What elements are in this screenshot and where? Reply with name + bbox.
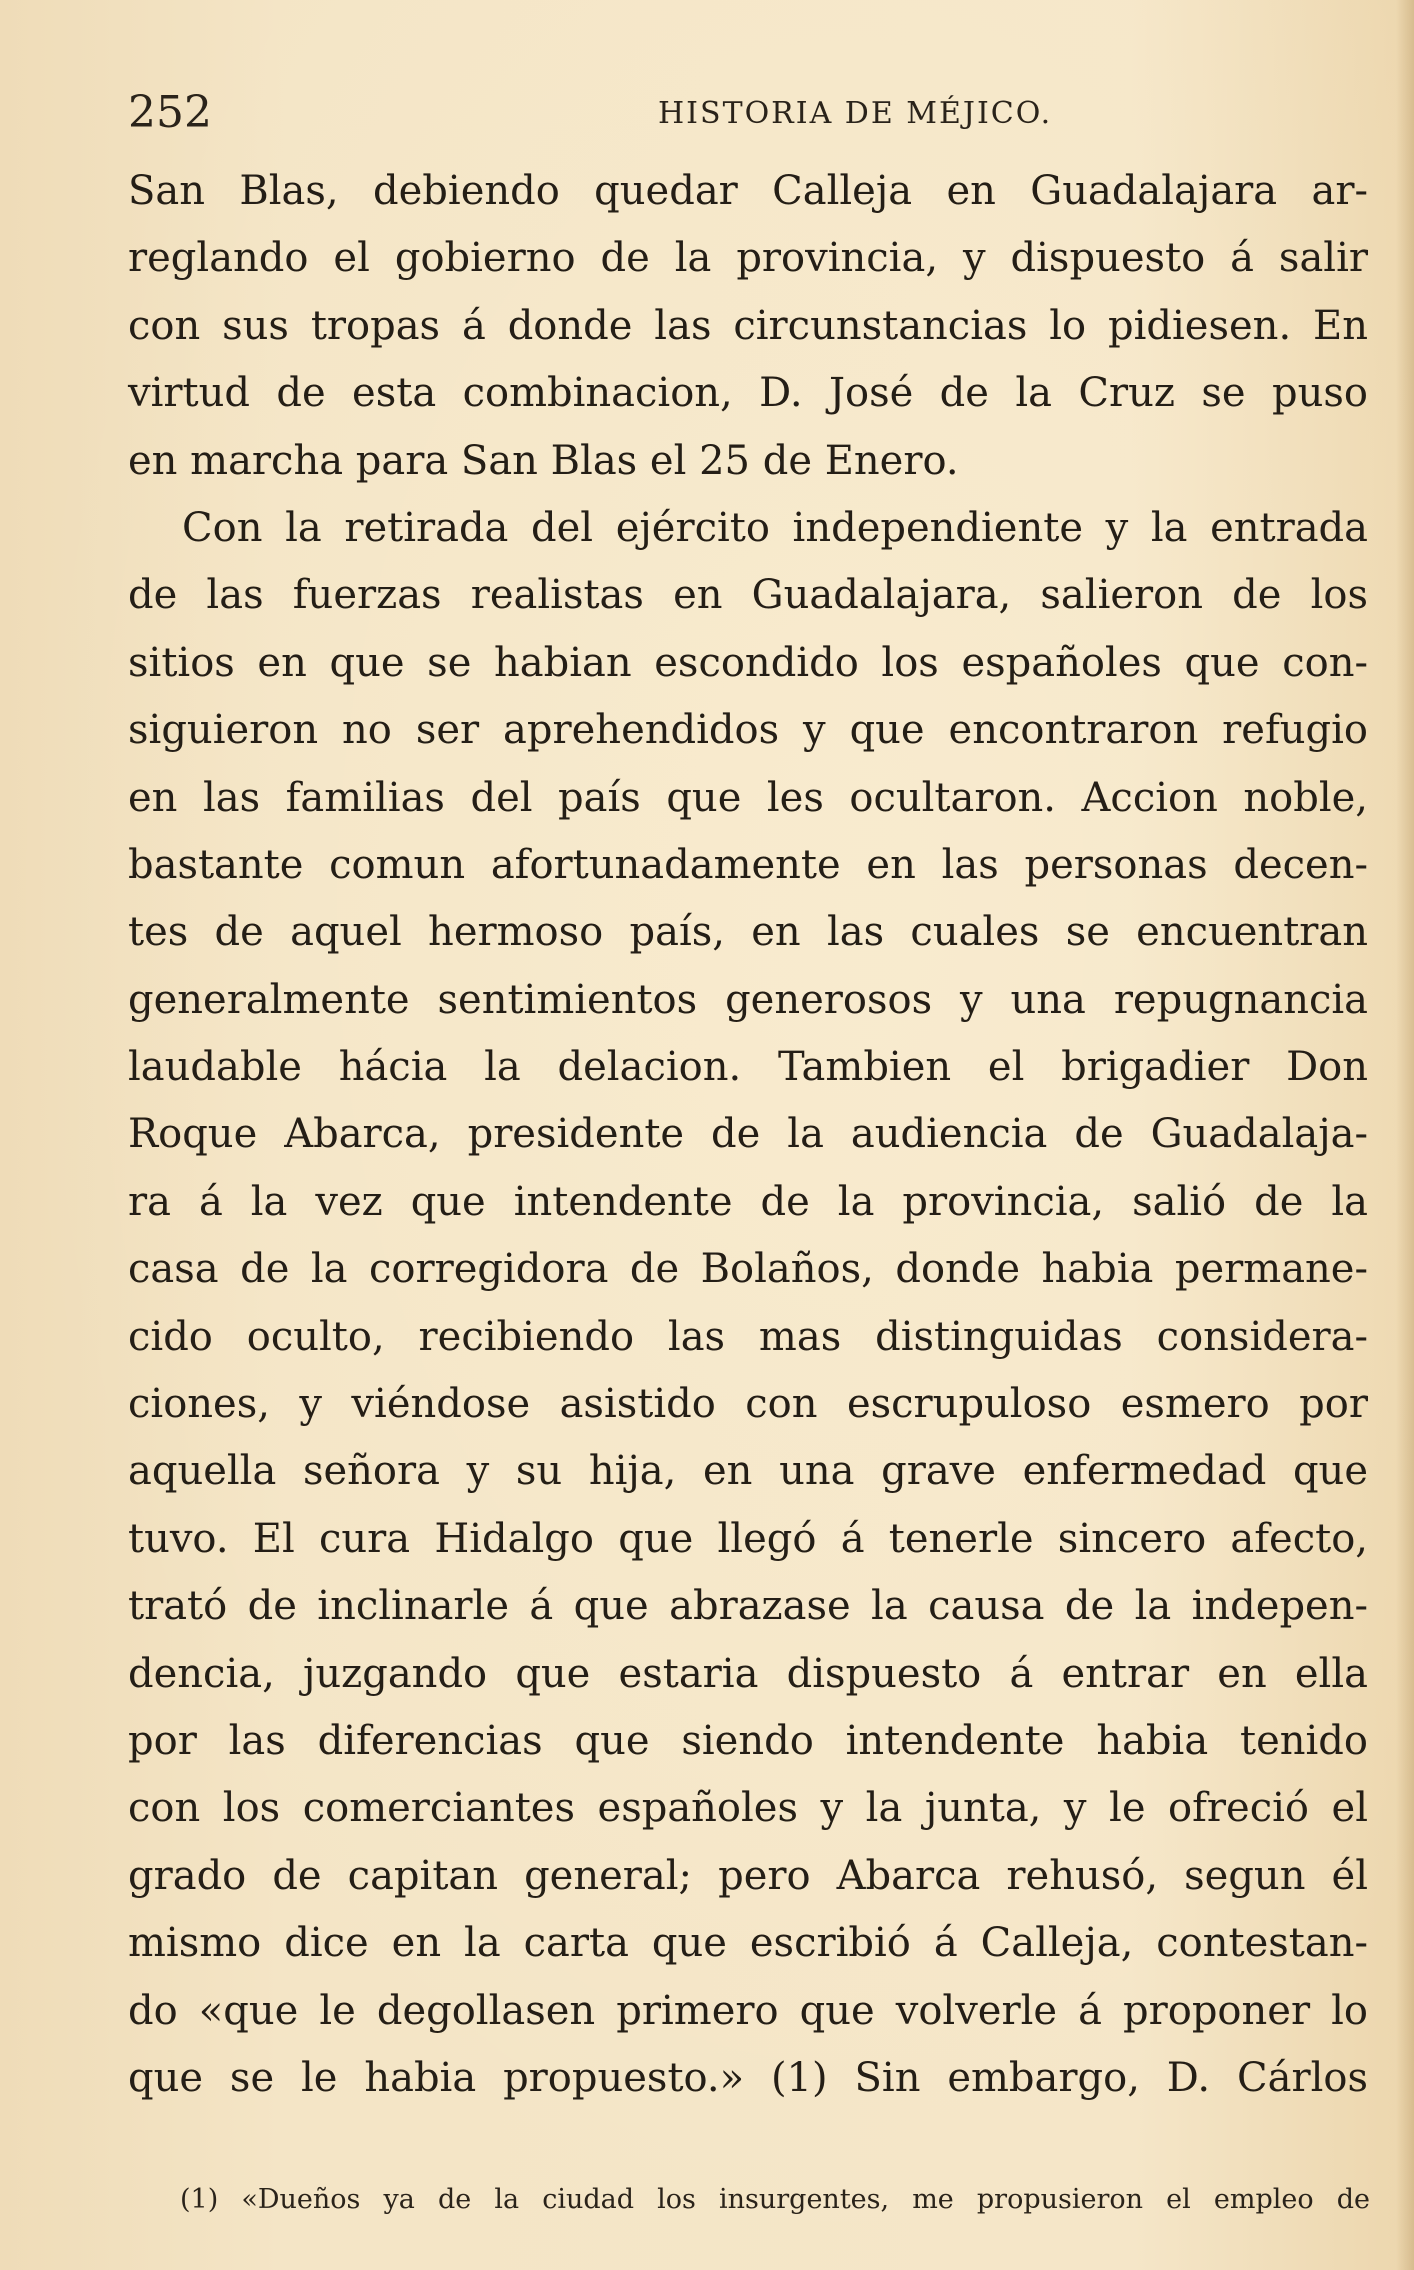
text-line: en las familias del país que les ocultaron. Accion noble, [128,774,1368,821]
text-line: con sus tropas á donde las circunstancias lo pidiesen. En [128,302,1368,349]
text-line: grado de capitan general; pero Abarca rehusó, segun él [128,1852,1368,1899]
text-line: reglando el gobierno de la provincia, y dispuesto á salir [128,235,1368,282]
running-title: HISTORIA DE MÉJICO. [658,96,1053,131]
text-line: que se le habia propuesto.» (1) Sin embargo, D. Cárlos [128,2054,1368,2101]
text-line: cido oculto, recibiendo las mas distinguidas considera- [128,1313,1368,1360]
text-line: ciones, y viéndose asistido con escrupuloso esmero por [128,1381,1368,1428]
footnote: (1) «Dueños ya de la ciudad los insurgentes, me propusieron el empleo de [180,2184,1370,2215]
text-line: por las diferencias que siendo intendente habia tenido [128,1717,1368,1764]
text-line: trató de inclinarle á que abrazase la causa de la indepen- [128,1583,1368,1630]
text-line: aquella señora y su hija, en una grave enfermedad que [128,1448,1368,1495]
text-line: Con la retirada del ejército independiente y la entrada [182,504,1368,551]
text-line: sitios en que se habian escondido los españoles que con- [128,639,1368,686]
text-line: do «que le degollasen primero que volverle á proponer lo [128,1987,1368,2034]
text-line: de las fuerzas realistas en Guadalajara, salieron de los [128,572,1368,619]
page-header [128,86,1368,140]
text-line: generalmente sentimientos generosos y una repugnancia [128,976,1368,1023]
text-line: Roque Abarca, presidente de la audiencia de Guadalaja- [128,1111,1368,1158]
page-number: 252 [128,87,212,138]
body-text [128,158,1368,2112]
text-line: dencia, juzgando que estaria dispuesto á entrar en ella [128,1650,1368,1697]
text-line: laudable hácia la delacion. Tambien el brigadier Don [128,1044,1368,1091]
text-line: virtud de esta combinacion, D. José de la Cruz se puso [128,370,1368,417]
text-line: ra á la vez que intendente de la provincia, salió de la [128,1178,1368,1225]
page-edge-shadow [1396,0,1414,2270]
text-line: siguieron no ser aprehendidos y que encontraron refugio [128,707,1368,754]
text-line: San Blas, debiendo quedar Calleja en Guadalajara ar- [128,168,1368,214]
text-line: tes de aquel hermoso país, en las cuales se encuentran [128,909,1368,956]
text-line: mismo dice en la carta que escribió á Calleja, contestan- [128,1920,1368,1967]
text-line: con los comerciantes españoles y la junta, y le ofreció el [128,1785,1368,1832]
text-line: bastante comun afortunadamente en las personas decen- [128,841,1368,888]
text-line: casa de la corregidora de Bolaños, donde habia permane- [128,1246,1368,1293]
text-line: tuvo. El cura Hidalgo que llegó á tenerle sincero afecto, [128,1515,1368,1562]
text-line: en marcha para San Blas el 25 de Enero. [128,437,959,484]
